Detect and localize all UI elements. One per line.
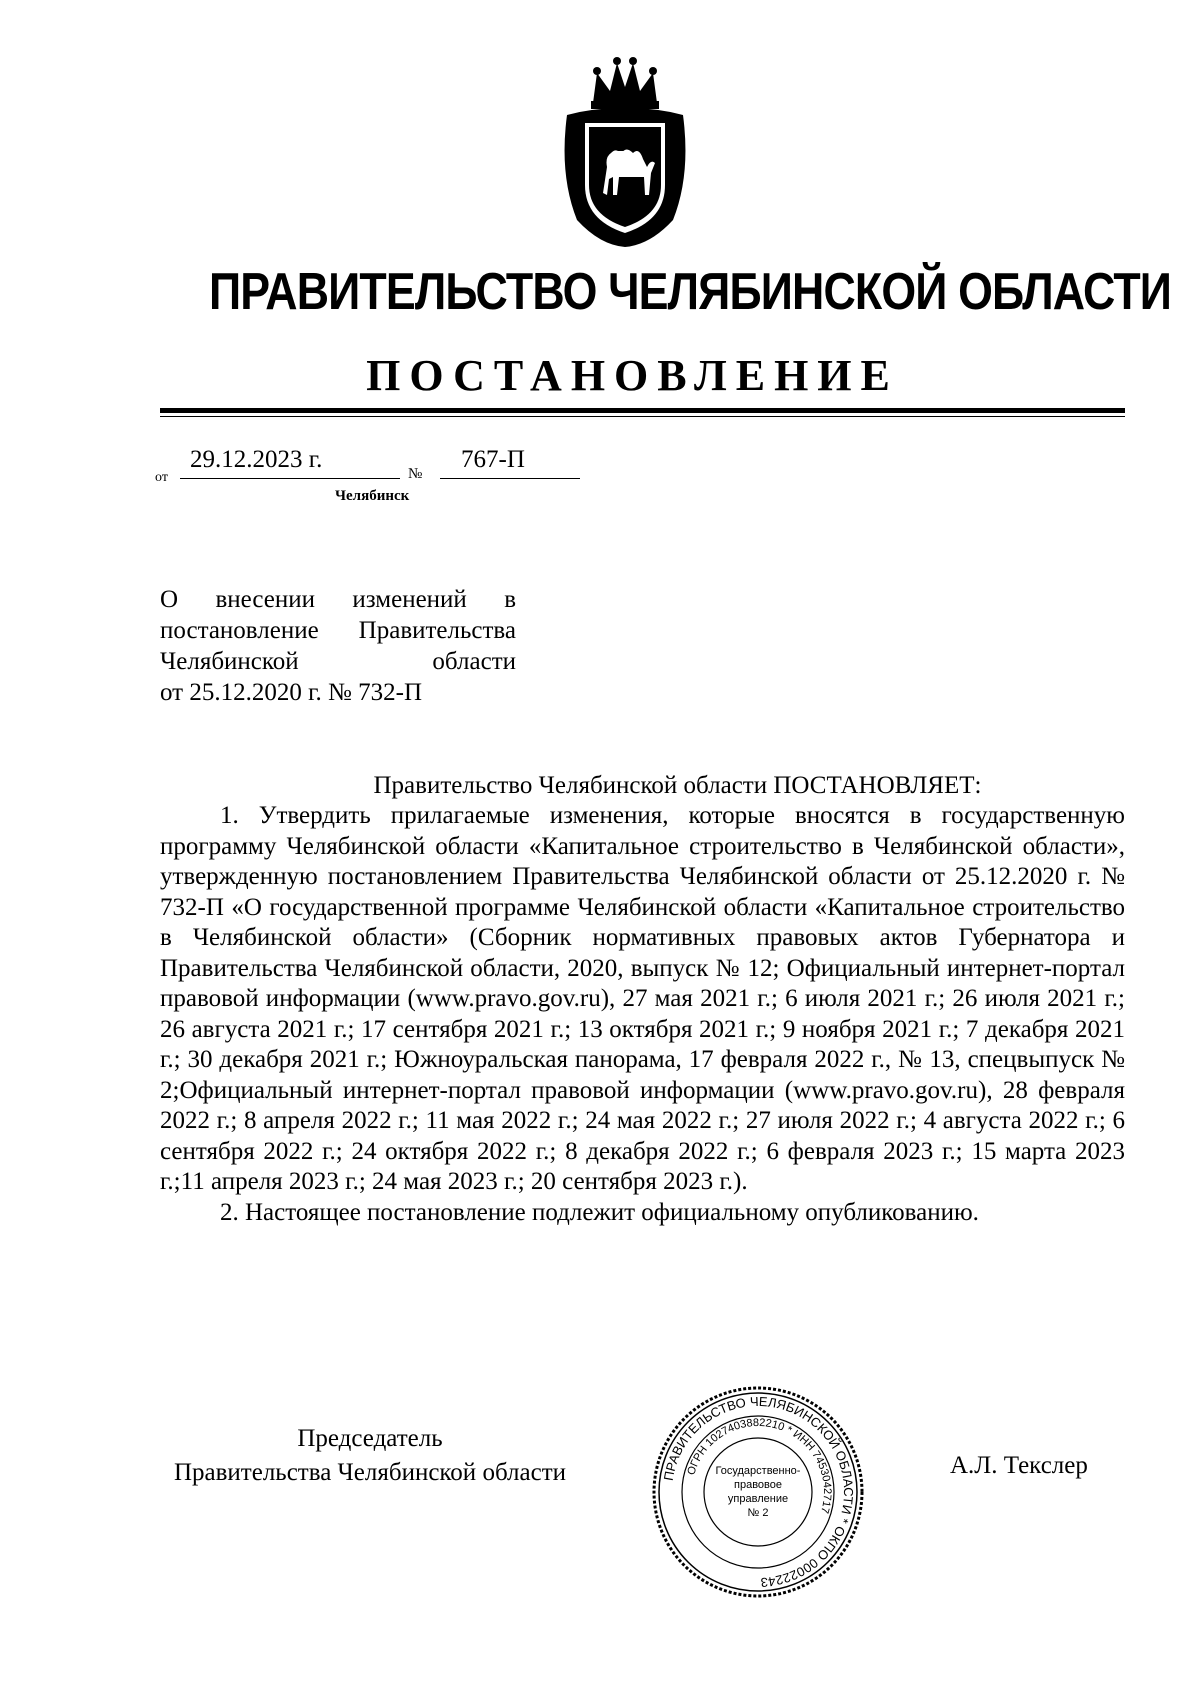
date-prefix: от — [155, 470, 168, 485]
seal-outer-text: ПРАВИТЕЛЬСТВО ЧЕЛЯБИНСКОЙ ОБЛАСТИ * ОКПО 00022243 — [660, 1393, 857, 1591]
document-city: Челябинск — [335, 488, 410, 504]
coat-of-arms-icon — [555, 55, 695, 250]
subject-line: постановление Правительства — [160, 617, 516, 644]
number-prefix: № — [408, 466, 423, 482]
seal-center-line: Государственно- — [715, 1465, 801, 1477]
signatory-title-line: Председатель — [297, 1425, 443, 1452]
date-underline — [180, 478, 400, 479]
document-subject — [160, 584, 516, 708]
signatory-title-line: Правительства Челябинской области — [173, 1459, 567, 1486]
document-number: 767-П — [461, 446, 525, 473]
organization-title: ПРАВИТЕЛЬСТВО ЧЕЛЯБИНСКОЙ ОБЛАСТИ — [208, 263, 1172, 321]
subject-line: от 25.12.2020 г. № 732-П — [160, 679, 423, 706]
official-seal-icon — [648, 1382, 868, 1602]
header-rule-thin — [160, 416, 1125, 417]
resolution-item-2: 2. Настоящее постановление подлежит официальному опубликованию. — [220, 1198, 979, 1226]
signatory-title — [140, 1422, 600, 1490]
subject-line: О внесении изменений в — [160, 586, 516, 613]
seal-center-line: правовое — [734, 1479, 782, 1491]
document-date: 29.12.2023 г. — [190, 446, 323, 473]
number-underline — [440, 478, 580, 479]
document-type: ПОСТАНОВЛЕНИЕ — [366, 351, 899, 400]
header-rule — [160, 408, 1125, 413]
seal-inner-text: ОГРН 1027403882210 * ИНН 7453042717 — [685, 1416, 834, 1515]
signatory-name: А.Л. Текслер — [950, 1452, 1088, 1479]
subject-line: Челябинской области — [160, 648, 516, 675]
document-body — [160, 801, 1125, 1228]
resolution-item-1: 1. Утвердить прилагаемые изменения, которые вносятся в государственную программу Челябинской области «Капитальное строительство в Челябинской области», утвержденную постановлением Правительства Челябинской области от 25.12.2020 г. № 732-П «О государственной программе Челябинской области «Капитальное строительство в Челябинской области» (Сборник нормативных правовых актов Губернатора и Правительства Челябинской области, 2020, выпуск № 12; Официальный интернет-портал правовой информации (www.pravo.gov.ru), 27 мая 2021 г.; 6 июля 2021 г.; 26 июля 2021 г.; 26 августа 2021 г.; 17 сентября 2021 г.; 13 октября 2021 г.; 9 ноября 2021 г.; 7 декабря 2021 г.; 30 декабря 2021 г.; Южноуральская панорама, 17 февраля 2022 г., № 13, спецвыпуск № 2;Официальный интернет-портал правовой информации (www.pravo.gov.ru), 28 февраля 2022 г.; 8 апреля 2022 г.; 11 мая 2022 г.; 24 мая 2022 г.; 27 июля 2022 г.; 4 августа 2022 г.; 6 сентября 2022 г.; 24 октября 2022 г.; 8 декабря 2022 г.; 6 февраля 2023 г.; 15 марта 2023 г.;11 апреля 2023 г.; 24 мая 2023 г.; 20 сентября 2023 г.). — [160, 802, 1125, 1195]
seal-center-line: № 2 — [747, 1507, 769, 1519]
resolution-intro: Правительство Челябинской области ПОСТАНОВЛЯЕТ: — [373, 772, 982, 799]
seal-center-line: управление — [727, 1493, 789, 1505]
